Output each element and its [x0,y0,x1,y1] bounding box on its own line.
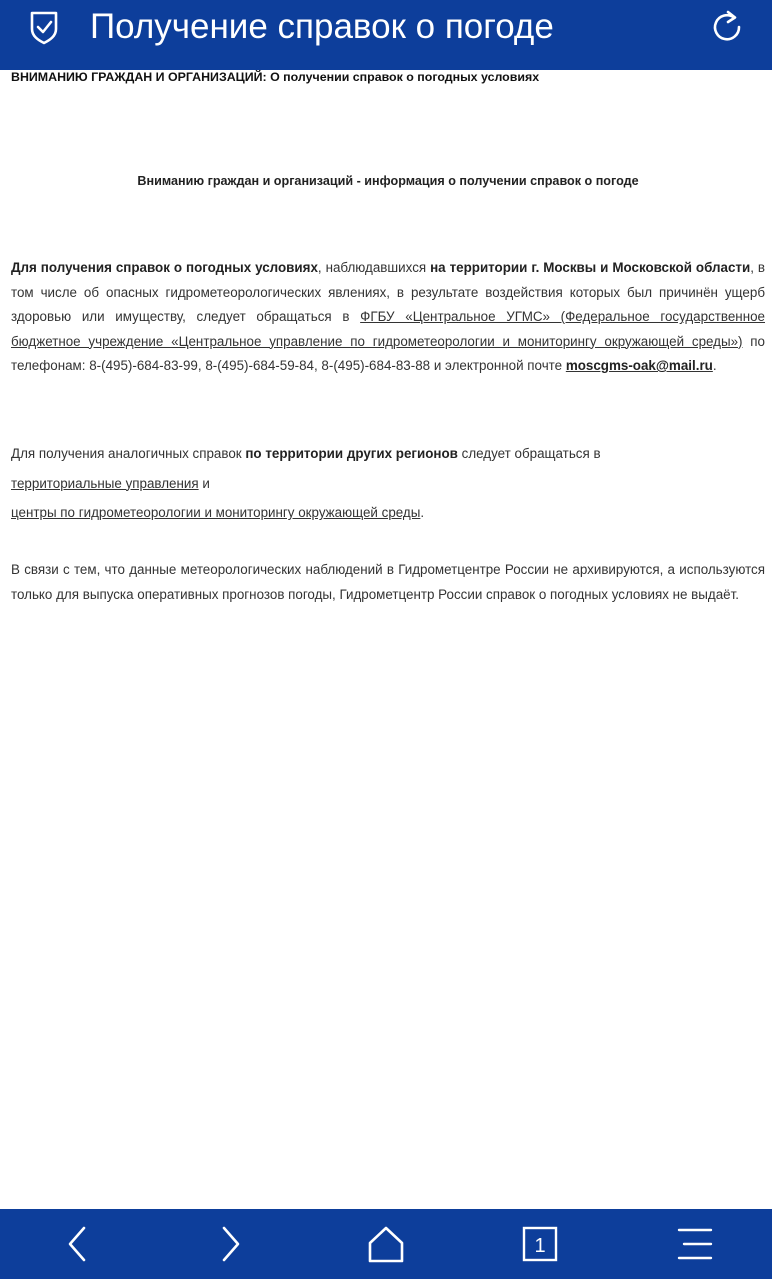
p1-text-1: , наблюдавшихся [317,260,431,275]
tabs-icon [520,1224,560,1264]
notice-title: ВНИМАНИЮ ГРАЖДАН И ОРГАНИЗАЦИЙ: О получении справок о погодных условиях [11,70,540,84]
menu-button[interactable] [645,1209,745,1279]
p1-text-2: , в том числе об опасных гидрометеорологических явлениях, в результате воздействия которых был причинён ущерб здоровью или имуществу, следует обращаться в [11,260,765,324]
paragraph-archive: В связи с тем, что данные метеорологических наблюдений в Гидрометцентре России не архивируются, а используются только для выпуска оперативных прогнозов погоды, Гидрометцентр России справок о погодных условиях не выдаёт. [11,562,765,602]
article [11,70,765,602]
p1-text-3: по телефонам: 8-(495)-684-83-99, 8-(495)-684-59-84, 8-(495)-684-83-88 и электронной почте [11,333,765,373]
regional-offices-link[interactable]: территориальные управления [11,475,199,491]
email-text: moscgms-oak@mail.ru [565,358,713,373]
ugms-link[interactable]: ФГБУ «Центральное УГМС» (Федеральное государственное бюджетное учреждение «Центральное управление по гидрометеорологии и мониторингу окружающей среды») [11,309,765,349]
p1-bold-lead: Для получения справок о погодных условиях [11,260,318,275]
home-icon [366,1224,406,1264]
paragraph-moscow [11,256,765,379]
forward-button[interactable] [181,1209,281,1279]
p1-bold-region: на территории г. Москвы и Московской области [430,260,751,275]
p2-bold: по территории других регионов [245,446,458,461]
forward-icon [216,1224,246,1264]
p2-text-4: . [420,505,425,520]
p2-text-1: Для получения аналогичных справок [11,446,246,461]
top-bar [0,0,772,70]
p2-text-3: и [198,475,210,491]
back-button[interactable] [27,1209,127,1279]
back-icon [62,1224,92,1264]
email-link[interactable] [566,358,713,373]
p2-text-2: следует обращаться в [457,446,601,461]
hydromet-centers-link[interactable]: центры по гидрометеорологии и мониторингу окружающей среды [11,505,421,520]
paragraph-regions [11,439,765,528]
reload-icon[interactable] [708,8,746,46]
article-subheading: Вниманию граждан и организаций - информация о получении справок о погоде [137,174,639,188]
tab-count: 1 [534,1235,546,1257]
home-button[interactable] [336,1209,436,1279]
bottom-nav-bar [0,1209,772,1279]
page-title: Получение справок о погоде [90,7,554,46]
shield-icon[interactable] [28,9,60,45]
p1-text-4: . [712,358,717,373]
tabs-button[interactable] [490,1209,590,1279]
menu-icon [675,1224,715,1264]
